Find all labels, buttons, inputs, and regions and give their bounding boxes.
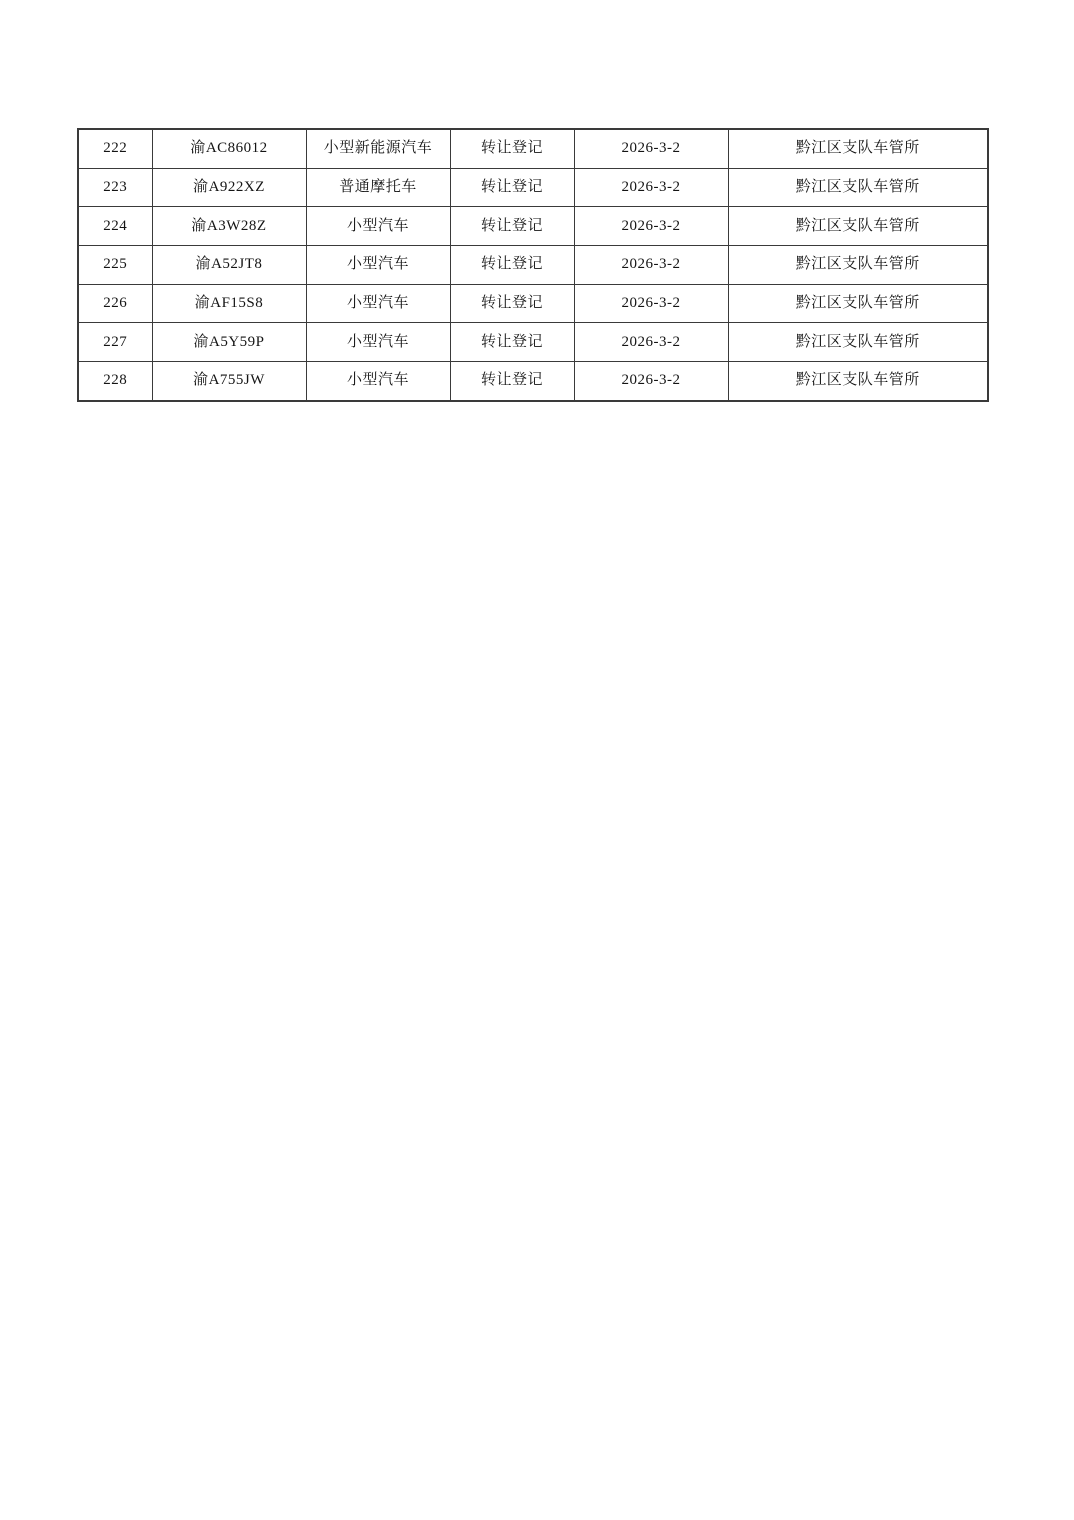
cell-vehicle-type: 小型汽车 xyxy=(306,323,450,362)
vehicle-registration-table xyxy=(77,128,989,402)
cell-serial: 227 xyxy=(78,323,152,362)
cell-business-type: 转让登记 xyxy=(450,168,574,207)
cell-vehicle-type: 普通摩托车 xyxy=(306,168,450,207)
table-row xyxy=(78,323,988,362)
table-row xyxy=(78,168,988,207)
cell-vehicle-type: 小型汽车 xyxy=(306,207,450,246)
table-row xyxy=(78,207,988,246)
cell-plate: 渝A3W28Z xyxy=(152,207,306,246)
cell-vehicle-type: 小型新能源汽车 xyxy=(306,129,450,168)
table-row xyxy=(78,246,988,285)
cell-business-type: 转让登记 xyxy=(450,129,574,168)
cell-serial: 224 xyxy=(78,207,152,246)
table-row xyxy=(78,129,988,168)
cell-serial: 228 xyxy=(78,362,152,401)
cell-office: 黔江区支队车管所 xyxy=(728,362,988,401)
cell-business-type: 转让登记 xyxy=(450,362,574,401)
cell-date: 2026-3-2 xyxy=(574,207,728,246)
cell-vehicle-type: 小型汽车 xyxy=(306,284,450,323)
cell-business-type: 转让登记 xyxy=(450,284,574,323)
cell-vehicle-type: 小型汽车 xyxy=(306,362,450,401)
cell-office: 黔江区支队车管所 xyxy=(728,129,988,168)
cell-date: 2026-3-2 xyxy=(574,284,728,323)
cell-business-type: 转让登记 xyxy=(450,246,574,285)
cell-plate: 渝A755JW xyxy=(152,362,306,401)
cell-plate: 渝A922XZ xyxy=(152,168,306,207)
cell-date: 2026-3-2 xyxy=(574,362,728,401)
cell-business-type: 转让登记 xyxy=(450,207,574,246)
cell-office: 黔江区支队车管所 xyxy=(728,284,988,323)
cell-office: 黔江区支队车管所 xyxy=(728,323,988,362)
table-body xyxy=(78,129,988,401)
cell-date: 2026-3-2 xyxy=(574,168,728,207)
cell-serial: 225 xyxy=(78,246,152,285)
table-row xyxy=(78,362,988,401)
cell-plate: 渝AF15S8 xyxy=(152,284,306,323)
cell-plate: 渝A52JT8 xyxy=(152,246,306,285)
cell-vehicle-type: 小型汽车 xyxy=(306,246,450,285)
cell-business-type: 转让登记 xyxy=(450,323,574,362)
cell-plate: 渝A5Y59P xyxy=(152,323,306,362)
cell-plate: 渝AC86012 xyxy=(152,129,306,168)
cell-serial: 223 xyxy=(78,168,152,207)
cell-serial: 226 xyxy=(78,284,152,323)
cell-date: 2026-3-2 xyxy=(574,246,728,285)
cell-serial: 222 xyxy=(78,129,152,168)
cell-date: 2026-3-2 xyxy=(574,323,728,362)
cell-office: 黔江区支队车管所 xyxy=(728,246,988,285)
table-row xyxy=(78,284,988,323)
cell-office: 黔江区支队车管所 xyxy=(728,168,988,207)
cell-date: 2026-3-2 xyxy=(574,129,728,168)
cell-office: 黔江区支队车管所 xyxy=(728,207,988,246)
